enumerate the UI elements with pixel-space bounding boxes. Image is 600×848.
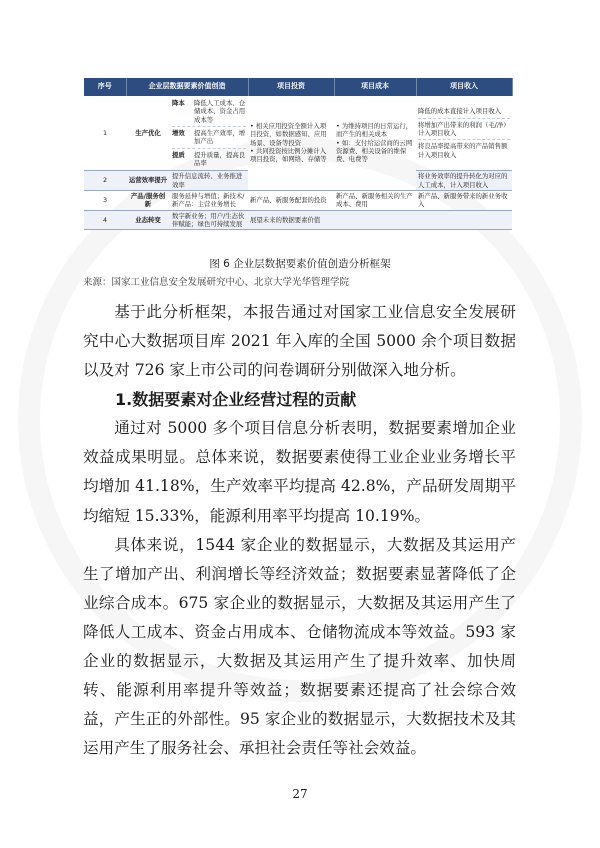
- row-index: 3: [84, 190, 126, 210]
- row-subcategories: [170, 96, 248, 171]
- subcategory-desc: 提高生产效率，增加产出: [194, 128, 246, 146]
- page-number: 27: [292, 787, 308, 801]
- cost-text: • 如：支付给运营商的云网资源费、相关设备的维保费、电费等: [336, 139, 414, 164]
- header-value-creation: 企业层数据要素价值创造: [126, 78, 248, 96]
- subcategory-name: 增效: [172, 128, 185, 137]
- cost-text: • 为维持项目的日常运行，而产生的相关成本: [336, 122, 414, 139]
- table-row: [84, 210, 512, 230]
- header-investment: 项目投资: [248, 78, 334, 96]
- income-cell: 新产品、新服务带来的新业务收入: [416, 190, 512, 210]
- row-category: 生产优化: [126, 96, 170, 171]
- framework-table: [84, 78, 512, 230]
- subcategory-item: [172, 127, 246, 149]
- row-description: 数字新业务；用户/生态伙伴赋能；绿色可持续发展: [170, 210, 248, 230]
- subcategory-name: 提质: [172, 150, 185, 159]
- investment-cell: [248, 96, 334, 190]
- header-cost: 项目成本: [334, 78, 416, 96]
- header-index: 序号: [84, 78, 126, 96]
- investment-cell: 新产品、新服务配套的投资: [248, 190, 334, 210]
- row-description: 服务延伸与增值；新技术/新产品：主营业务增长: [170, 190, 248, 210]
- paragraph: 通过对 5000 多个项目信息分析表明，数据要素增加企业效益成果明显。总体来说，数据要素使得工业企业业务增长平均增加 41.18%，生产效率平均提高 42.8%，产品研发周期平均缩短 15.33%，能源利用率平均提高 10.19%。: [83, 419, 516, 525]
- row-category: 业态转变: [126, 210, 170, 230]
- subcategory-item: [172, 149, 246, 170]
- subcategory-desc: 提升质量，提高良品率: [194, 150, 246, 167]
- header-income: 项目收入: [416, 78, 512, 96]
- figure-source: 来源：国家工业信息安全发展研究中心、北京大学光华管理学院: [83, 277, 350, 288]
- subcategory-name: 降本: [172, 99, 185, 107]
- income-item: 将良品率提高带来的产品销售额计入项目收入: [418, 142, 508, 159]
- table-row: [84, 190, 512, 210]
- row-index: 2: [84, 171, 126, 191]
- row-category: 产品/服务创新: [126, 190, 170, 210]
- cost-cell: 新产品、新服务相关的生产成本、费用: [334, 190, 416, 210]
- section-heading: 1.数据要素对企业经营过程的贡献: [115, 390, 357, 410]
- figure-caption: 图 6 企业层数据要素价值创造分析框架: [209, 258, 391, 270]
- body-text: [83, 298, 516, 763]
- table-row: [84, 96, 512, 171]
- income-item: 将增加产出带来的利润（毛/净）计入项目收入: [418, 119, 510, 141]
- paragraph: 具体来说，1544 家企业的数据显示，大数据及其运用产生了增加产出、利润增长等经济效益；数据要素显著降低了企业综合成本。675 家企业的数据显示，大数据及其运用产生了降低人工成本、资金占用成本、仓储物流成本等效益。593 家企业的数据显示，大数据及其运用产生了提升效率、加快周转、能源利用率提升等效益；数据要素还提高了社会综合效益，产生正的外部性。95 家企业的数据显示，大数据技术及其运用产生了服务社会、承担社会责任等社会效益。: [83, 535, 516, 758]
- row-category: 运营效率提升: [126, 171, 170, 191]
- income-cell: [416, 96, 512, 171]
- income-item: 降低的成本直接计入项目收入: [418, 105, 510, 118]
- investment-text: • 共同投资按比例分摊计入项目投资，如网络、存储等: [250, 147, 332, 164]
- subcategory-desc: 降低人工成本、仓储成本、资金占用成本等: [194, 99, 246, 124]
- income-cell: 将业务效率的提升转化为对应的人工成本，计入项目收入: [416, 171, 512, 191]
- subcategory-item: [172, 97, 246, 127]
- row-index: 1: [84, 96, 126, 171]
- row-index: 4: [84, 210, 126, 230]
- investment-text: • 相关应用投资全额计入项目投资，如数据感知、应用场景、设备等投资: [250, 122, 332, 147]
- row-description: 提升信息流转、业务推进效率: [170, 171, 248, 191]
- paragraph: 基于此分析框架，本报告通过对国家工业信息安全发展研究中心大数据项目库 2021 年入库的全国 5000 余个项目数据以及对 726 家上市公司的问卷调研分别做深入地分析。: [83, 303, 516, 380]
- future-value-cell: 展望未来的数据要素价值: [248, 210, 512, 230]
- cost-cell: [334, 96, 416, 190]
